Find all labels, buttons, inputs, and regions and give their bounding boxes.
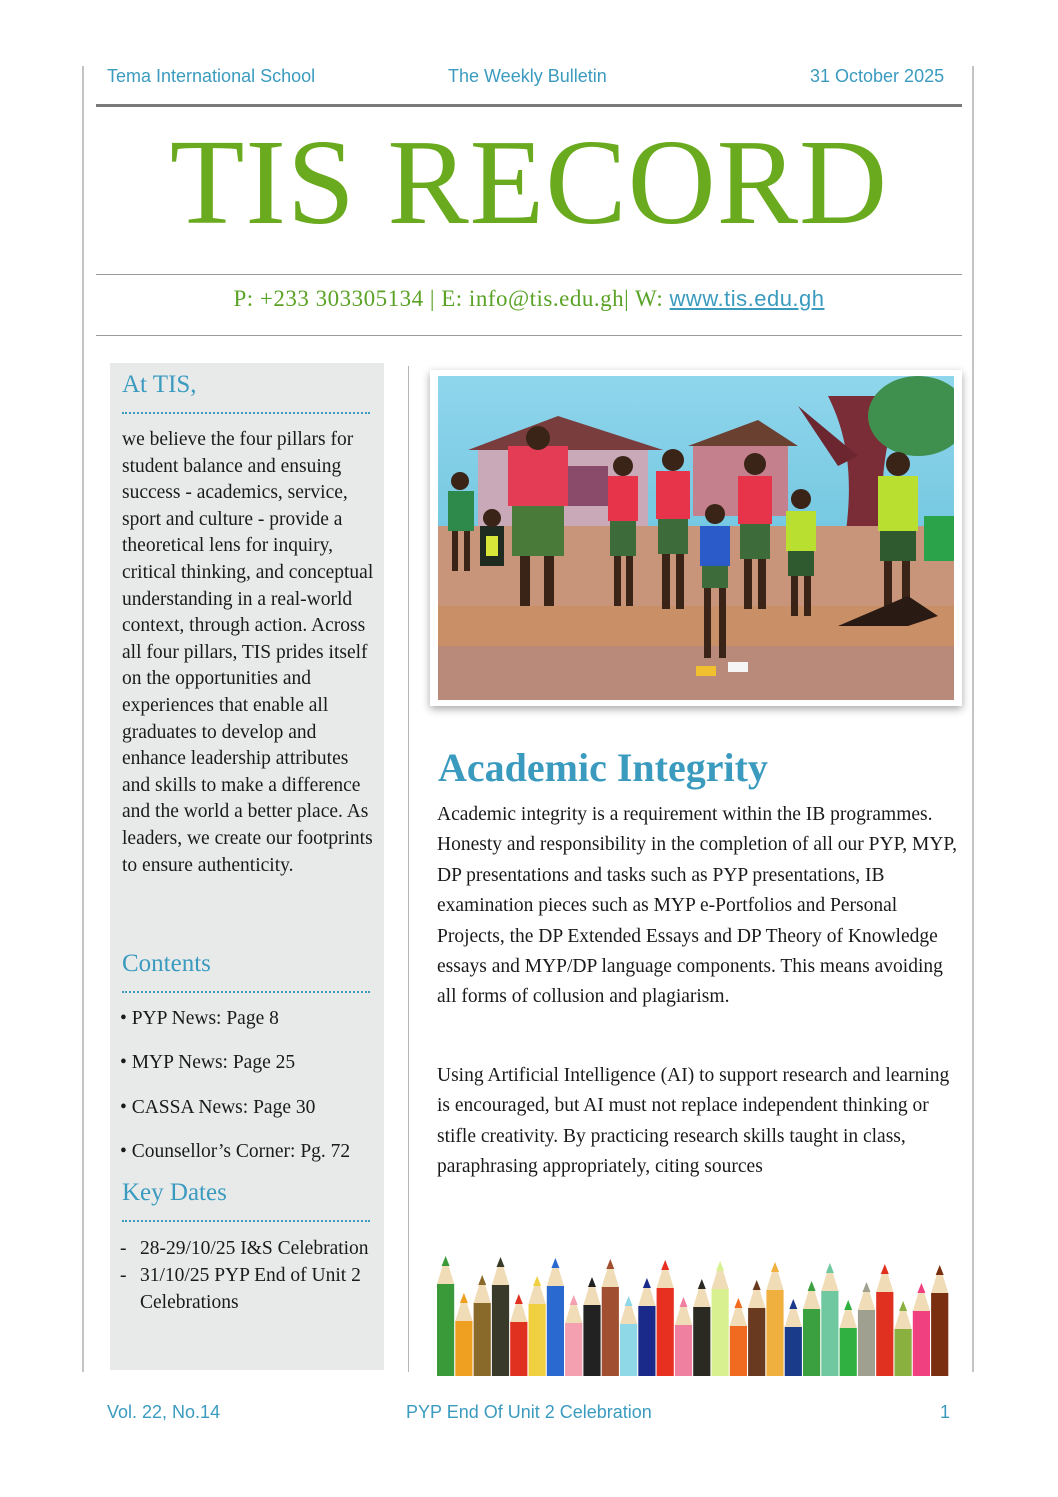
pencil xyxy=(547,1258,564,1376)
pencil xyxy=(876,1264,893,1376)
keydates-dotted-rule xyxy=(122,1220,370,1222)
pencil xyxy=(766,1262,783,1376)
header-school: Tema International School xyxy=(107,66,316,86)
frame-left-rule xyxy=(82,66,84,1372)
students-on-stage-photo xyxy=(430,370,962,706)
footer-volume: Vol. 22, No.14 xyxy=(107,1402,221,1422)
pencil xyxy=(583,1277,600,1376)
pencil xyxy=(675,1297,692,1376)
pencil xyxy=(840,1300,857,1376)
keydate-item: - 31/10/25 PYP End of Unit 2 Celebrations xyxy=(120,1265,361,1313)
pencil xyxy=(693,1279,710,1376)
keydate-item: - 28-29/10/25 I&S Celebration xyxy=(120,1238,369,1259)
article-paragraph-1: Academic integrity is a requirement within the IB programmes. Honesty and responsibility in the completion of all our PYP, MYP, DP presentations and tasks such as PYP presentations, IB examination pieces such as MYP e-Portfolios and Personal Projects, the DP Extended Essays and DP Theory of Knowledge essays and MYP/DP language components. This means avoiding all forms of collusion and plagiarism. xyxy=(437,804,957,1008)
footer-page-number: 1 xyxy=(940,1402,951,1422)
contact-web-label: W: xyxy=(635,286,664,311)
pencil xyxy=(602,1259,619,1376)
header-bulletin: The Weekly Bulletin xyxy=(448,66,607,86)
contact-top-rule xyxy=(96,274,962,275)
at-tis-dotted-rule xyxy=(122,412,370,414)
masthead-title: TIS RECORD xyxy=(169,115,889,250)
keydates-heading: Key Dates xyxy=(122,1179,227,1206)
at-tis-heading: At TIS, xyxy=(122,371,197,398)
keydates-list xyxy=(120,1235,380,1316)
article-title: Academic Integrity xyxy=(438,745,768,790)
contents-dotted-rule xyxy=(122,991,370,993)
contents-item-pyp[interactable]: • PYP News: Page 8 xyxy=(120,1008,279,1029)
contact-email: E: info@tis.edu.gh xyxy=(441,286,625,311)
pencil xyxy=(492,1257,509,1376)
contents-item-counsellor[interactable]: • Counsellor’s Corner: Pg. 72 xyxy=(120,1141,351,1162)
pencil xyxy=(712,1261,729,1376)
pencil xyxy=(455,1293,472,1376)
pencil xyxy=(730,1298,747,1376)
photo-illustration xyxy=(438,376,954,700)
pencil xyxy=(748,1280,765,1376)
masthead-top-rule xyxy=(96,104,962,107)
pencil xyxy=(529,1276,546,1376)
pencil xyxy=(510,1294,527,1376)
website-link[interactable]: www.tis.edu.gh xyxy=(669,286,825,311)
colored-pencils-illustration xyxy=(437,1244,952,1376)
pencil xyxy=(931,1265,948,1376)
contact-line: P: +233 303305134 | E: info@tis.edu.gh| W: www.tis.edu.gh xyxy=(233,286,825,311)
contents-heading: Contents xyxy=(122,950,211,977)
pencil xyxy=(638,1278,655,1376)
pencil xyxy=(657,1260,674,1376)
header-date: 31 October 2025 xyxy=(810,66,945,86)
pencil xyxy=(565,1295,582,1376)
contact-phone: P: +233 303305134 xyxy=(233,286,424,311)
pencil xyxy=(620,1296,637,1376)
at-tis-text: we believe the four pillars for student balance and ensuing success - academics, service, sport and culture - provide a theoretical lens for inquiry, critical thinking, and conceptual understanding in a real-world context, through action. Across all four pillars, TIS prides itself on the opportunities and experiences that enable all graduates to develop and enhance leadership attributes and skills to make a difference and the world a better place. As leaders, we create our footprints to ensure authenticity. xyxy=(122,429,374,876)
frame-right-rule xyxy=(972,66,974,1372)
column-divider xyxy=(408,366,409,1372)
pencil xyxy=(821,1263,838,1376)
pencil xyxy=(913,1283,930,1376)
contents-item-myp[interactable]: • MYP News: Page 25 xyxy=(120,1052,296,1073)
article-paragraph-2: Using Artificial Intelligence (AI) to support research and learning is encouraged, but AI must not replace independent thinking or stifle creativity. By practicing research skills taught in class, paraphrasing appropriately, citing sources xyxy=(437,1065,950,1178)
contact-bottom-rule xyxy=(96,335,962,336)
pencil xyxy=(858,1282,875,1376)
pencil xyxy=(437,1256,454,1376)
sidebar xyxy=(110,363,384,1370)
pencil xyxy=(474,1275,491,1376)
pencil xyxy=(895,1301,912,1376)
footer-section: PYP End Of Unit 2 Celebration xyxy=(406,1402,652,1422)
pencil xyxy=(785,1299,802,1376)
pencil xyxy=(803,1281,820,1376)
contents-item-cassa[interactable]: • CASSA News: Page 30 xyxy=(120,1097,316,1118)
